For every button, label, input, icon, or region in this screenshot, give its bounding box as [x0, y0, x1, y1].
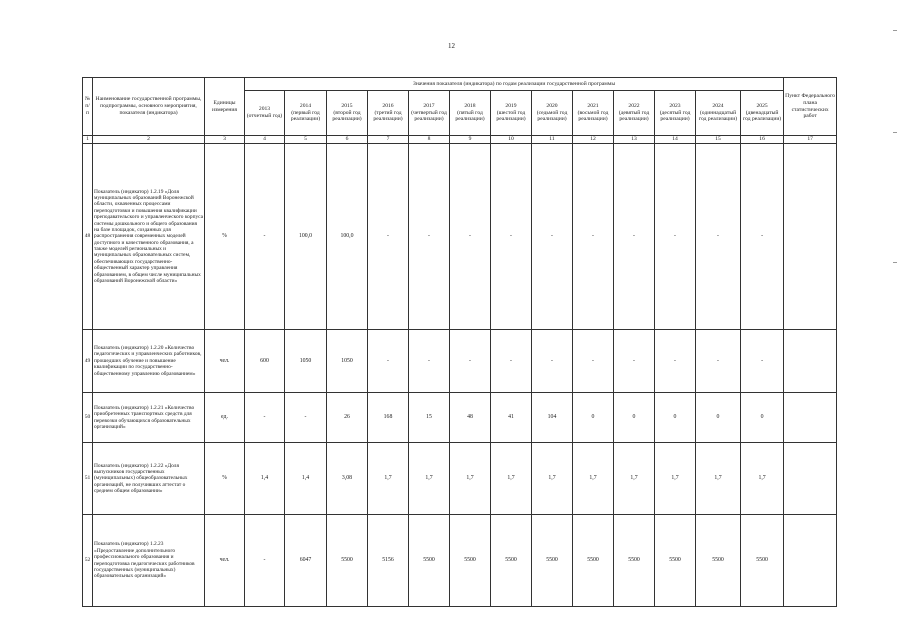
value-cell: 1,7 [450, 443, 491, 515]
header-year-number: 2013 [258, 106, 271, 113]
row-number: 48 [83, 144, 93, 330]
header-year [573, 91, 614, 136]
column-number: 7 [368, 136, 409, 144]
value-cell: 5500 [409, 515, 450, 607]
page-number: 12 [448, 42, 455, 50]
value-cell: 5500 [614, 515, 655, 607]
column-number: 17 [784, 136, 837, 144]
value-cell: - [409, 330, 450, 393]
value-cell: 600 [245, 330, 285, 393]
row-number: 49 [83, 330, 93, 393]
header-year [450, 91, 491, 136]
value-cell: - [245, 393, 285, 443]
header-year-label: (восьмой год реализации) [577, 109, 609, 123]
plan-cell [784, 330, 837, 393]
column-number: 10 [491, 136, 532, 144]
header-year-label: (шестой год реализации) [496, 109, 526, 123]
value-cell: - [614, 330, 655, 393]
value-cell: 15 [409, 393, 450, 443]
plan-cell [784, 393, 837, 443]
value-cell: 0 [696, 393, 741, 443]
value-cell: 1050 [327, 330, 368, 393]
value-cell: 1,7 [741, 443, 784, 515]
header-year-number: 2022 [628, 102, 640, 109]
value-cell: - [409, 144, 450, 330]
row-number: 52 [83, 515, 93, 607]
header-year-label: (третий год реализации) [373, 109, 403, 123]
column-number: 1 [83, 136, 93, 144]
header-year [655, 91, 696, 136]
header-year [614, 91, 655, 136]
header-year-number: 2015 [341, 102, 353, 109]
value-cell: 168 [368, 393, 409, 443]
value-cell: 48 [450, 393, 491, 443]
header-values-group: Значения показателя (индикатора) по годам реализации государственной программы [245, 78, 784, 91]
value-cell: 0 [655, 393, 696, 443]
header-year [491, 91, 532, 136]
value-cell: 1,7 [532, 443, 573, 515]
unit-cell: чел. [205, 515, 245, 607]
header-year [409, 91, 450, 136]
value-cell: - [491, 330, 532, 393]
indicators-table [82, 77, 837, 607]
value-cell: 41 [491, 393, 532, 443]
value-cell: 1,4 [285, 443, 327, 515]
value-cell: - [696, 330, 741, 393]
value-cell: - [532, 330, 573, 393]
header-year-number: 2020 [546, 102, 558, 109]
column-number: 15 [696, 136, 741, 144]
header-year-label: (отчетный год) [246, 113, 283, 119]
value-cell: 1,7 [491, 443, 532, 515]
plan-cell [784, 144, 837, 330]
column-number: 14 [655, 136, 696, 144]
value-cell: 100,0 [285, 144, 327, 330]
value-cell: 5500 [741, 515, 784, 607]
value-cell: 104 [532, 393, 573, 443]
header-name: Наименование государственной программы, подпрограммы, основного мероприятия, показателя (индикатора) [93, 78, 205, 136]
value-cell: 5500 [532, 515, 573, 607]
value-cell: 1,7 [368, 443, 409, 515]
column-number: 5 [285, 136, 327, 144]
header-year-number: 2016 [382, 102, 394, 109]
value-cell: 1050 [285, 330, 327, 393]
value-cell: - [368, 330, 409, 393]
header-year-number: 2018 [464, 102, 476, 109]
value-cell: 5500 [491, 515, 532, 607]
scan-edge-mark [893, 262, 897, 263]
value-cell: - [245, 515, 285, 607]
header-year-label: (седьмой год реализации) [536, 109, 568, 123]
indicator-name: Показатель (индикатор) 1.2.22 «Доля выпускников государственных (муниципальных) общеобразовательных организаций, не получивших аттестат о среднем общем образовании» [93, 443, 205, 515]
value-cell: - [450, 330, 491, 393]
value-cell: 1,7 [614, 443, 655, 515]
value-cell: - [532, 144, 573, 330]
header-year-number: 2021 [587, 102, 599, 109]
header-year-number: 2024 [712, 102, 724, 109]
value-cell: 1,7 [409, 443, 450, 515]
column-number: 11 [532, 136, 573, 144]
header-year-label: (девятый год реализации) [618, 109, 650, 123]
indicator-name: Показатель (индикатор) 1.2.21 «Количество приобретенных транспортных средств для перевозки обучающихся образовательных организаций» [93, 393, 205, 443]
value-cell: 5500 [655, 515, 696, 607]
column-number: 2 [93, 136, 205, 144]
column-number: 13 [614, 136, 655, 144]
header-year [741, 91, 784, 136]
header-year-label: (двенадцатый год реализации) [742, 109, 782, 123]
unit-cell: чел. [205, 330, 245, 393]
unit-cell: % [205, 443, 245, 515]
table-row [83, 443, 837, 515]
column-number: 9 [450, 136, 491, 144]
value-cell: 100,0 [327, 144, 368, 330]
value-cell: 1,7 [573, 443, 614, 515]
column-number: 6 [327, 136, 368, 144]
indicator-name: Показатель (индикатор) 1.2.23 «Предоставление дополнительного профессионального образования и переподготовка педагогических работников государственных (муниципальных) образовательных организаций» [93, 515, 205, 607]
unit-cell: ед. [205, 393, 245, 443]
indicator-name: Показатель (индикатор) 1.2.20 «Количество педагогических и управленческих работников, прошедших обучение и повышение квалификации по государственно-общественному управлению образованием» [93, 330, 205, 393]
header-plan: Пункт Федерального плана статистических работ [784, 78, 837, 136]
value-cell: 1,7 [696, 443, 741, 515]
header-year-label: (десятый год реализации) [659, 109, 691, 123]
column-number: 4 [245, 136, 285, 144]
header-year [696, 91, 741, 136]
header-year-label: (одиннадцатый год реализации) [698, 109, 738, 123]
indicator-name: Показатель (индикатор) 1.2.19 «Доля муниципальных образований Воронежской области, охваченных процессами переподготовки и повышения квалификации преподавательского и управленческого корпуса системы дошкольного и общего образования на базе площадок, созданных для распространения современных моделей доступного и качественного образования, а также моделей региональных и муниципальных образовательных систем, обеспечивающих государственно-общественный характер управления образованием, в общем числе муниципальных образований Воронежской области» [93, 144, 205, 330]
header-year [285, 91, 327, 136]
header-year-label: (пятый год реализации) [455, 109, 485, 123]
column-number: 12 [573, 136, 614, 144]
value-cell: - [741, 330, 784, 393]
scan-edge-mark [893, 30, 897, 31]
header-num: № п/п [83, 78, 93, 136]
header-year-label: (четвертый год реализации) [411, 109, 447, 123]
value-cell: 5500 [573, 515, 614, 607]
value-cell: - [573, 144, 614, 330]
header-year-number: 2019 [505, 102, 517, 109]
value-cell: 3,08 [327, 443, 368, 515]
table-row [83, 515, 837, 607]
column-number: 8 [409, 136, 450, 144]
value-cell: 0 [614, 393, 655, 443]
plan-cell [784, 443, 837, 515]
header-year [532, 91, 573, 136]
value-cell: 5500 [327, 515, 368, 607]
plan-cell [784, 515, 837, 607]
header-unit: Единицы измерения [205, 78, 245, 136]
header-year-number: 2017 [423, 102, 435, 109]
value-cell: - [614, 144, 655, 330]
column-number: 16 [741, 136, 784, 144]
table-row [83, 330, 837, 393]
value-cell: 1,4 [245, 443, 285, 515]
row-number: 51 [83, 443, 93, 515]
column-number: 3 [205, 136, 245, 144]
header-year-number: 2014 [299, 102, 312, 109]
header-year [327, 91, 368, 136]
header-year [245, 91, 285, 136]
value-cell: - [285, 393, 327, 443]
header-year-label: (первый год реализации) [290, 109, 321, 123]
value-cell: - [655, 144, 696, 330]
value-cell: 1,7 [655, 443, 696, 515]
table-row [83, 393, 837, 443]
value-cell: 5500 [450, 515, 491, 607]
value-cell: - [655, 330, 696, 393]
value-cell: - [450, 144, 491, 330]
row-number: 50 [83, 393, 93, 443]
header-year-number: 2023 [669, 102, 681, 109]
value-cell: - [491, 144, 532, 330]
value-cell: - [245, 144, 285, 330]
header-year [368, 91, 409, 136]
value-cell: 26 [327, 393, 368, 443]
value-cell: 5500 [696, 515, 741, 607]
header-year-number: 2025 [756, 102, 768, 109]
value-cell: - [368, 144, 409, 330]
value-cell: - [573, 330, 614, 393]
table-row [83, 144, 837, 330]
unit-cell: % [205, 144, 245, 330]
value-cell: 0 [741, 393, 784, 443]
value-cell: 0 [573, 393, 614, 443]
value-cell: - [741, 144, 784, 330]
header-year-label: (второй год реализации) [332, 109, 362, 123]
value-cell: - [696, 144, 741, 330]
scan-edge-mark [893, 132, 897, 133]
value-cell: 5156 [368, 515, 409, 607]
value-cell: 6047 [285, 515, 327, 607]
